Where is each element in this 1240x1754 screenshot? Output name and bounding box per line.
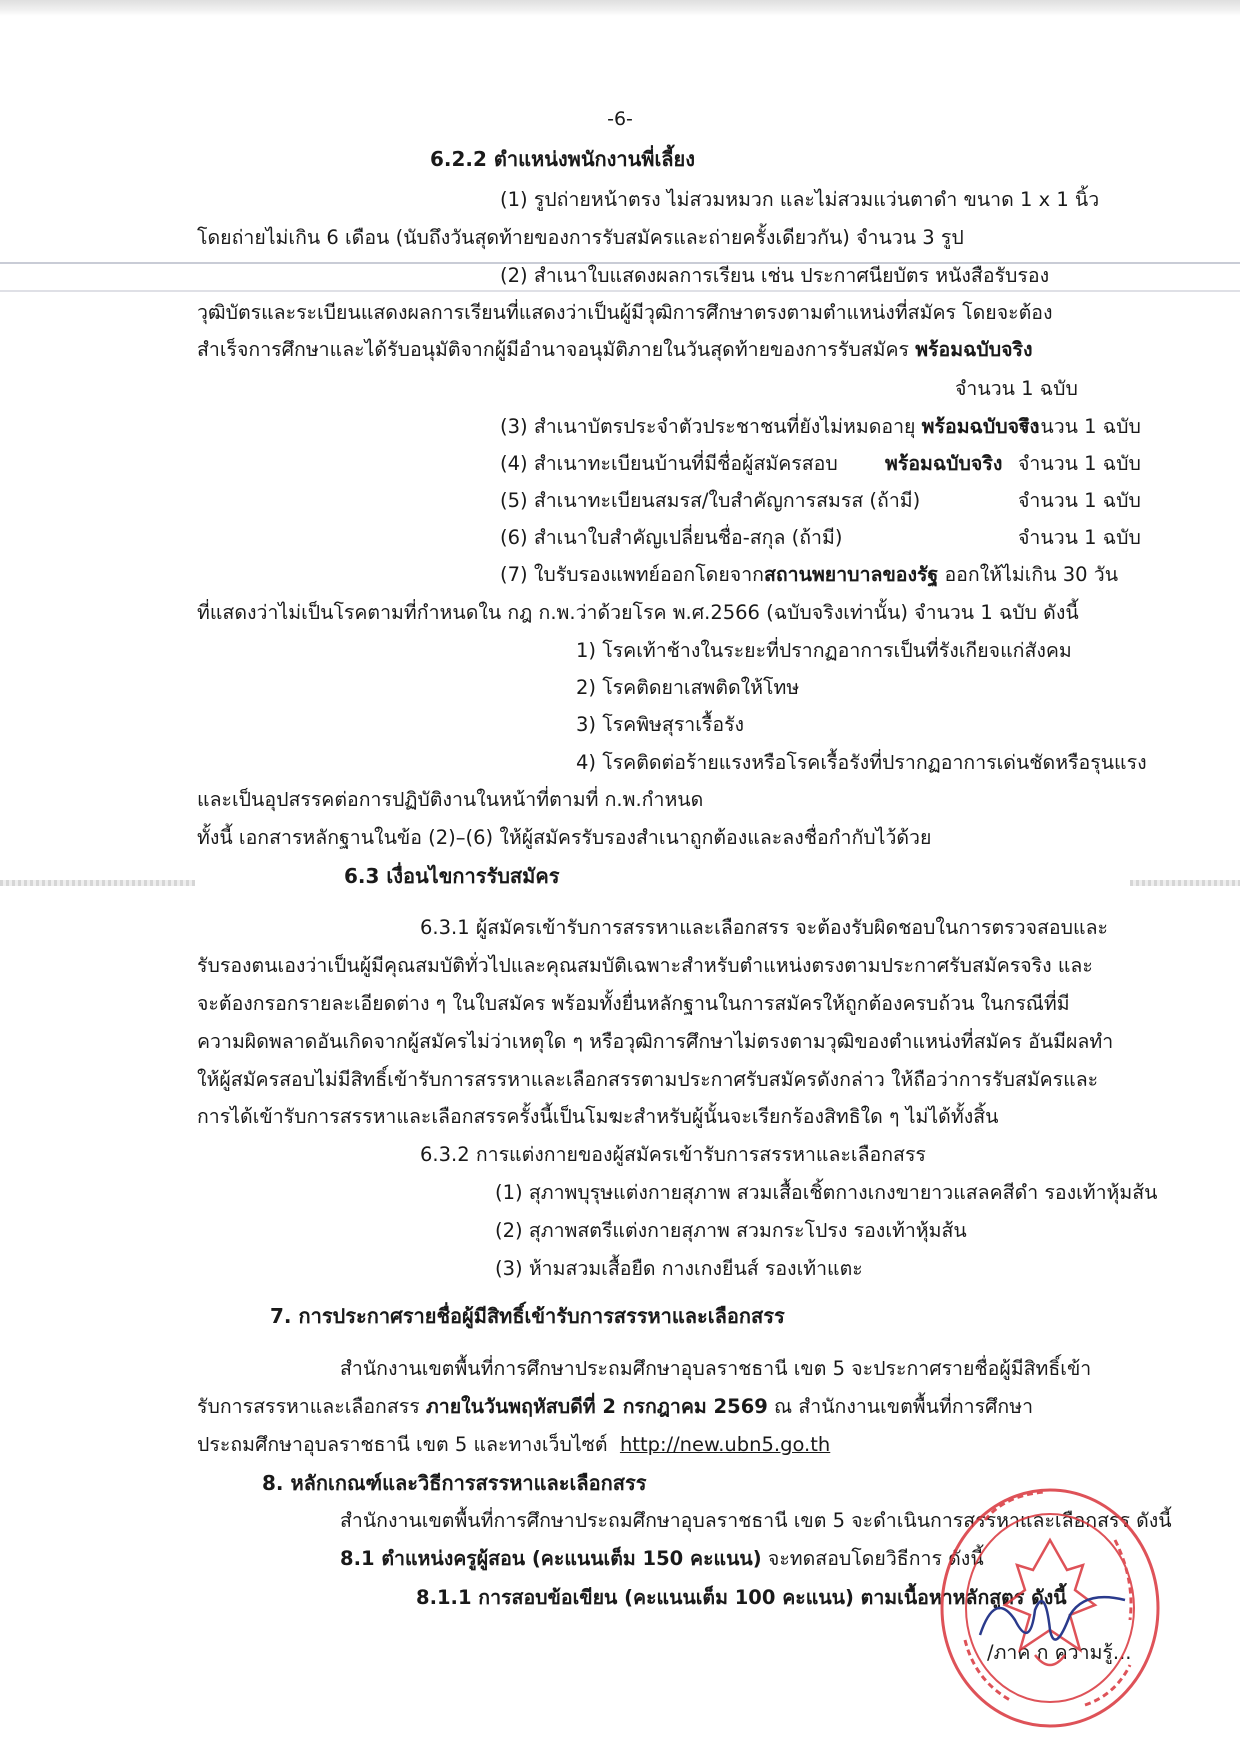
item-2-line-3 bbox=[197, 337, 1033, 363]
section-8-1-heading: 8.1 ตำแหน่งครูผู้สอน (คะแนนเต็ม 150 คะแนน) bbox=[340, 1547, 762, 1570]
disease-2: 2) โรคติดยาเสพติดให้โทษ bbox=[576, 676, 800, 699]
item-1-line-2: โดยถ่ายไม่เกิน 6 เดือน (นับถึงวันสุดท้ายของการรับสมัครและถ่ายครั้งเดียวกัน) จำนวน 3 รูป bbox=[197, 226, 964, 249]
item-7-line-1 bbox=[500, 562, 1118, 588]
item-3 bbox=[500, 414, 1039, 440]
dress-code-item: (3) ห้ามสวมเสื้อยืด กางเกงยีนส์ รองเท้าแตะ bbox=[495, 1257, 863, 1280]
paragraph-6-3-1-line: ให้ผู้สมัครสอบไม่มีสิทธิ์เข้ารับการสรรหาและเลือกสรรตามประกาศรับสมัครดังกล่าว ให้ถือว่าการรับสมัครและ bbox=[197, 1068, 1099, 1091]
dress-code-item: (1) สุภาพบุรุษแต่งกายสุภาพ สวมเสื้อเชิ้ตกางเกงขายาวแสลคสีดำ รองเท้าหุ้มส้น bbox=[495, 1181, 1158, 1204]
paragraph-6-3-1-line: 6.3.1 ผู้สมัครเข้ารับการสรรหาและเลือกสรร จะต้องรับผิดชอบในการตรวจสอบและ bbox=[420, 916, 1109, 939]
disease-1: 1) โรคเท้าช้างในระยะที่ปรากฏอาการเป็นที่รังเกียจแก่สังคม bbox=[576, 639, 1072, 662]
item-7-line-2: ที่แสดงว่าไม่เป็นโรคตามที่กำหนดใน กฎ ก.พ.ว่าด้วยโรค พ.ศ.2566 (ฉบับจริงเท่านั้น) จำนวน 1 ฉบับ ดังนี้ bbox=[197, 601, 1079, 624]
scan-artifact-streak bbox=[0, 880, 195, 886]
item-7-text: (7) ใบรับรองแพทย์ออกโดยจาก bbox=[500, 563, 764, 586]
disease-4-line-1: 4) โรคติดต่อร้ายแรงหรือโรคเรื้อรังที่ปรากฏอาการเด่นชัดหรือรุนแรง bbox=[576, 751, 1147, 774]
continuation-marker: /ภาค ก ความรู้... bbox=[987, 1641, 1132, 1664]
section-heading-7: 7. การประกาศรายชื่อผู้มีสิทธิ์เข้ารับการสรรหาและเลือกสรร bbox=[270, 1304, 785, 1328]
item-3-quantity: จำนวน 1 ฉบับ bbox=[1018, 415, 1141, 438]
item-4 bbox=[500, 451, 838, 477]
document-note: ทั้งนี้ เอกสารหลักฐานในข้อ (2)–(6) ให้ผู้สมัครรับรองสำเนาถูกต้องและลงชื่อกำกับไว้ด้วย bbox=[197, 826, 932, 849]
section-7-text-3: ประถมศึกษาอุบลราชธานี เขต 5 และทางเว็บไซต์ bbox=[197, 1433, 608, 1456]
disease-4-line-2: และเป็นอุปสรรคต่อการปฏิบัติงานในหน้าที่ตามที่ ก.พ.กำหนด bbox=[197, 788, 704, 811]
paragraph-6-3-1-line: รับรองตนเองว่าเป็นผู้มีคุณสมบัติทั่วไปและคุณสมบัติเฉพาะสำหรับตำแหน่งตรงตามประกาศรับสมัครจริง และ bbox=[197, 954, 1093, 977]
signature-icon bbox=[975, 1580, 1135, 1660]
section-8-1 bbox=[340, 1546, 984, 1572]
item-2-bold: พร้อมฉบับจริง bbox=[915, 338, 1033, 361]
item-7-text-2: ออกให้ไม่เกิน 30 วัน bbox=[944, 563, 1119, 586]
announcement-date: ภายในวันพฤหัสบดีที่ 2 กรกฎาคม 2569 bbox=[425, 1395, 768, 1418]
item-7-bold: สถานพยาบาลของรัฐ bbox=[763, 563, 939, 586]
section-7-line-3 bbox=[197, 1432, 830, 1458]
paragraph-6-3-1-line: ความผิดพลาดอันเกิดจากผู้สมัครไม่ว่าเหตุใด ๆ หรือวุฒิการศึกษาไม่ตรงตามวุฒิของตำแหน่งที่สมัคร อันมีผลทำ bbox=[197, 1030, 1114, 1053]
scan-artifact-streak bbox=[1130, 880, 1240, 886]
section-7-text-2: ณ สำนักงานเขตพื้นที่การศึกษา bbox=[774, 1395, 1034, 1418]
item-6-quantity: จำนวน 1 ฉบับ bbox=[1018, 526, 1141, 549]
item-6: (6) สำเนาใบสำคัญเปลี่ยนชื่อ-สกุล (ถ้ามี) bbox=[500, 526, 843, 549]
section-7-line-2 bbox=[197, 1394, 1033, 1420]
item-2-line-2: วุฒิบัตรและระเบียนแสดงผลการเรียนที่แสดงว่าเป็นผู้มีวุฒิการศึกษาตรงตามตำแหน่งที่สมัคร โดยจะต้อง bbox=[197, 301, 1053, 324]
section-8-1-1: 8.1.1 การสอบข้อเขียน (คะแนนเต็ม 100 คะแนน) ตามเนื้อหาหลักสูตร ดังนี้ bbox=[416, 1586, 1067, 1609]
section-heading-6-3: 6.3 เงื่อนไขการรับสมัคร bbox=[344, 864, 560, 888]
item-4-quantity: จำนวน 1 ฉบับ bbox=[1018, 452, 1141, 475]
item-2-text: สำเร็จการศึกษาและได้รับอนุมัติจากผู้มีอำนาจอนุมัติภายในวันสุดท้ายของการรับสมัคร bbox=[197, 338, 909, 361]
item-5: (5) สำเนาทะเบียนสมรส/ใบสำคัญการสมรส (ถ้ามี) bbox=[500, 489, 921, 512]
disease-3: 3) โรคพิษสุราเรื้อรัง bbox=[576, 713, 745, 736]
scan-artifact-line bbox=[0, 290, 1240, 292]
item-1-line-1: (1) รูปถ่ายหน้าตรง ไม่สวมหมวก และไม่สวมแว่นตาดำ ขนาด 1 x 1 นิ้ว bbox=[500, 188, 1100, 211]
page-number: -6- bbox=[607, 108, 633, 130]
scan-shadow-top bbox=[0, 0, 1240, 16]
item-3-bold: พร้อมฉบับจริง bbox=[921, 415, 1040, 438]
item-5-quantity: จำนวน 1 ฉบับ bbox=[1018, 489, 1141, 512]
website-link[interactable]: http://new.ubn5.go.th bbox=[619, 1433, 831, 1456]
section-8-1-text: จะทดสอบโดยวิธีการ ดังนี้ bbox=[767, 1547, 984, 1570]
paragraph-6-3-2-heading: 6.3.2 การแต่งกายของผู้สมัครเข้ารับการสรรหาและเลือกสรร bbox=[420, 1143, 926, 1166]
paragraph-6-3-1-line: จะต้องกรอกรายละเอียดต่าง ๆ ในใบสมัคร พร้อมทั้งยื่นหลักฐานในการสมัครให้ถูกต้องครบถ้วน ในกรณีที่มี bbox=[197, 992, 1070, 1015]
item-4-text: (4) สำเนาทะเบียนบ้านที่มีชื่อผู้สมัครสอบ bbox=[500, 452, 838, 475]
section-7-text: รับการสรรหาและเลือกสรร bbox=[197, 1395, 420, 1418]
item-2-quantity: จำนวน 1 ฉบับ bbox=[955, 377, 1078, 400]
item-3-text: (3) สำเนาบัตรประจำตัวประชาชนที่ยังไม่หมดอายุ bbox=[500, 415, 916, 438]
item-2-line-1: (2) สำเนาใบแสดงผลการเรียน เช่น ประกาศนียบัตร หนังสือรับรอง bbox=[500, 264, 1050, 287]
section-8-line-1: สำนักงานเขตพื้นที่การศึกษาประถมศึกษาอุบลราชธานี เขต 5 จะดำเนินการสรรหาและเลือกสรร ดังนี้ bbox=[340, 1509, 1172, 1532]
dress-code-item: (2) สุภาพสตรีแต่งกายสุภาพ สวมกระโปรง รองเท้าหุ้มส้น bbox=[495, 1219, 967, 1242]
section-heading-6-2-2: 6.2.2 ตำแหน่งพนักงานพี่เลี้ยง bbox=[430, 147, 696, 171]
item-4-bold: พร้อมฉบับจริง bbox=[885, 452, 1003, 475]
section-7-line-1: สำนักงานเขตพื้นที่การศึกษาประถมศึกษาอุบลราชธานี เขต 5 จะประกาศรายชื่อผู้มีสิทธิ์เข้า bbox=[340, 1357, 1092, 1380]
paragraph-6-3-1-line: การได้เข้ารับการสรรหาและเลือกสรรครั้งนี้เป็นโมฆะสำหรับผู้นั้นจะเรียกร้องสิทธิใด ๆ ไม่ได้ทั้งสิ้น bbox=[197, 1105, 999, 1128]
section-heading-8: 8. หลักเกณฑ์และวิธีการสรรหาและเลือกสรร bbox=[262, 1471, 647, 1495]
